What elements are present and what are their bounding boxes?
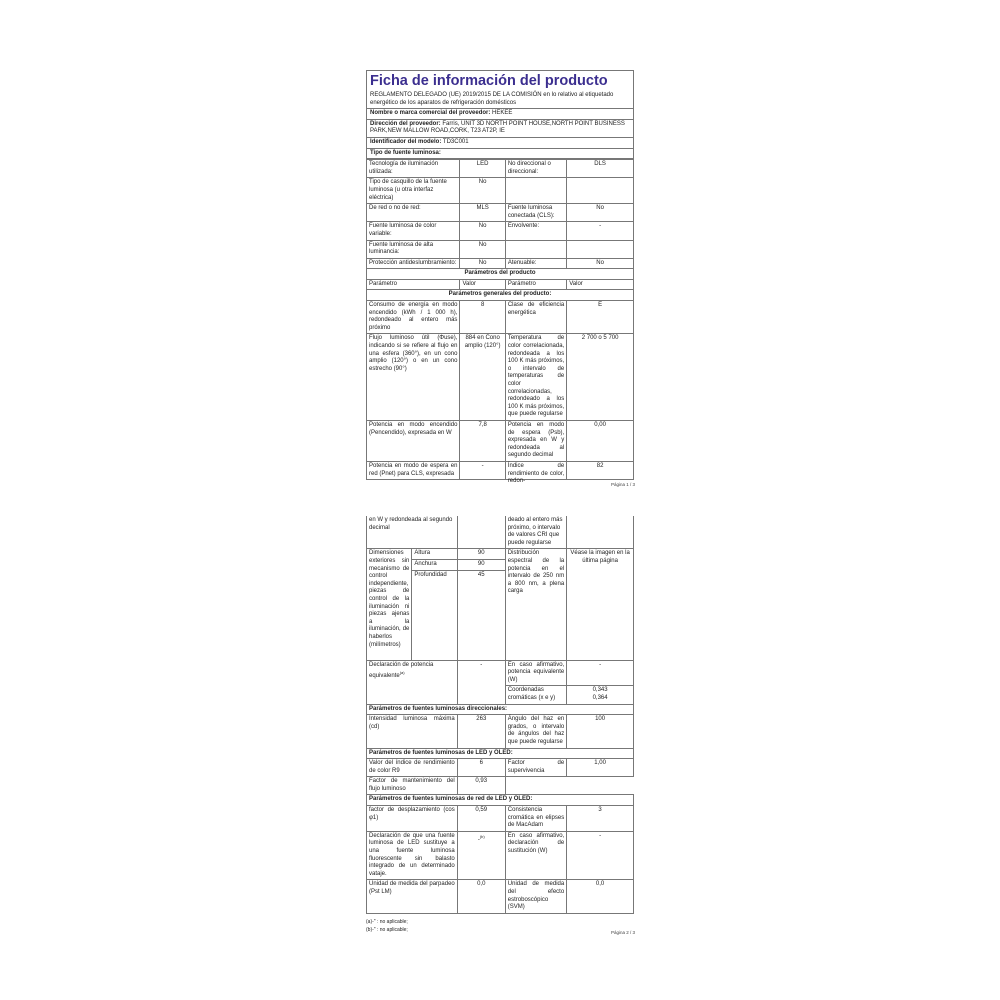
page-number-2: Página 2 / 3 — [611, 930, 636, 935]
supplier-address-label: Dirección del proveedor: — [370, 120, 441, 127]
row-label — [505, 178, 566, 204]
dimensions-label: Dimensiones exteriores sin mecanismo de control independiente, piezas de control de la iluminación ni piezas ajenas a la iluminación, de haberlos (milímetros) — [367, 549, 412, 660]
section-heading-row — [367, 795, 634, 806]
regulation-text: REGLAMENTO DELEGADO (UE) 2019/2015 DE LA COMISIÓN en lo relativo al etiquetado energético de los aparatos de refrigeración domésticos — [370, 92, 614, 106]
row-value: 0,93 — [457, 777, 505, 795]
row-label: Unidad de medida del efecto estroboscópico (SVM) — [505, 880, 566, 913]
dimension-value: 90 — [457, 559, 505, 570]
row-value — [457, 516, 505, 549]
row-label: En caso afirmativo, declaración de sustitución (W) — [505, 831, 566, 880]
table-row — [367, 715, 634, 748]
footnote-b: (b)-" : no aplicable; — [366, 926, 408, 933]
row-value: 6 — [457, 759, 505, 777]
dimension-value: 45 — [457, 570, 505, 660]
light-source-type-heading: Tipo de fuente luminosa: — [367, 148, 633, 159]
table-row — [367, 420, 634, 461]
row-value: No — [460, 258, 505, 269]
row-value: LED — [460, 160, 505, 178]
row-label: Intensidad luminosa máxima (cd) — [367, 715, 458, 748]
row-label: Valor del índice de rendimiento de color R9 — [367, 759, 458, 777]
table-row — [367, 178, 634, 204]
row-value — [567, 178, 634, 204]
dimension-row — [367, 549, 634, 560]
column-header: Parámetro — [367, 279, 460, 290]
row-label: Temperatura de color correlacionada, redondeada a los 100 K más próximos, o intervalo de temperaturas de color correlacionadas, redondeado a los 100 K más próximos, que puede regularse — [505, 334, 566, 421]
row-value: - — [567, 831, 634, 880]
supplier-name-label: Nombre o marca comercial del proveedor: — [370, 110, 491, 117]
row-label: Fuente luminosa de color variable: — [367, 222, 460, 240]
row-value: - — [457, 660, 505, 704]
led-heading: Parámetros de fuentes luminosas de LED y OLED: — [367, 748, 634, 759]
row-value: 0,00 — [567, 420, 634, 461]
supplier-address-value: Farris, UNIT 3D NORTH POINT HOUSE,NORTH POINT BUSINESS PARK,NEW MALLOW ROAD,CORK, T23 AT2P, IE — [370, 120, 625, 135]
row-label: Clase de eficiencia energética — [505, 301, 566, 334]
row-value: 82 — [567, 461, 634, 479]
row-value: 0,0 — [457, 880, 505, 913]
row-value: 3 — [567, 806, 634, 832]
table-row — [367, 204, 634, 222]
spectral-label: Distribución espectral de la potencia en el intervalo de 250 nm a 800 nm, a plena carga — [505, 549, 566, 660]
row-label: Índice de rendimiento de color, redon- — [505, 461, 566, 479]
table-row — [367, 777, 634, 795]
section-heading-row — [367, 704, 634, 715]
column-header: Valor — [567, 279, 634, 290]
row-value: No — [460, 222, 505, 240]
dimension-name: Profundidad — [412, 570, 457, 660]
general-params-heading: Parámetros generales del producto: — [367, 290, 634, 301]
page-title: Ficha de información del producto — [370, 73, 608, 89]
table-row — [367, 759, 634, 777]
row-value: 0,343 0,364 — [567, 686, 634, 704]
page-1-frame — [366, 70, 634, 159]
row-label — [505, 240, 566, 258]
table-row — [367, 301, 634, 334]
row-value: 7,8 — [460, 420, 505, 461]
row-value — [567, 240, 634, 258]
row-value: 2 700 o 5 700 — [567, 334, 634, 421]
row-value: 8 — [460, 301, 505, 334]
row-label: Potencia en modo encendido (Pencendido), expresada en W — [367, 420, 460, 461]
row-value: -$^{(b)}$ — [457, 831, 505, 880]
row-value: 100 — [567, 715, 634, 748]
table-row — [367, 334, 634, 421]
supplier-name-row — [367, 108, 633, 119]
row-label: Tecnología de iluminación utilizada: — [367, 160, 460, 178]
empty-cell — [505, 777, 566, 795]
column-header: Parámetro — [505, 279, 566, 290]
row-label: De red o no de red: — [367, 204, 460, 222]
model-row — [367, 137, 633, 148]
row-label: No direccional o direccional: — [505, 160, 566, 178]
row-label: En caso afirmativo, potencia equivalente (W) — [505, 660, 566, 686]
table-row — [367, 806, 634, 832]
product-params-heading: Parámetros del producto — [367, 269, 634, 280]
row-value: No — [567, 258, 634, 269]
table-row — [367, 880, 634, 913]
section-heading-row — [367, 290, 634, 301]
row-label: Consistencia cromática en elipses de MacAdam — [505, 806, 566, 832]
section-heading-row — [367, 748, 634, 759]
row-label: Declaración de potencia equivalente$^{(a)}$ — [367, 660, 458, 704]
table-row — [367, 258, 634, 269]
empty-cell — [567, 777, 634, 795]
footnotes — [366, 918, 634, 934]
row-value: E — [567, 301, 634, 334]
row-label: Unidad de medida del parpadeo (Pst LM) — [367, 880, 458, 913]
section-heading-row — [367, 269, 634, 280]
row-value: 263 — [457, 715, 505, 748]
table-row — [367, 516, 634, 549]
row-label: Declaración de que una fuente luminosa de LED sustituye a una fuente luminosa fluorescente sin balasto integrado de un determinado vataje. — [367, 831, 458, 880]
row-label: Factor de mantenimiento del flujo luminoso — [367, 777, 458, 795]
page-number-1: Página 1 / 3 — [611, 482, 636, 487]
row-label: factor de desplazamiento (cos φ1) — [367, 806, 458, 832]
row-label: deado al entero más próximo, o intervalo de valores CRI que puede regularse — [505, 516, 566, 549]
row-label: Envolvente: — [505, 222, 566, 240]
row-label: Fuente luminosa conectada (CLS): — [505, 204, 566, 222]
row-label: Protección antideslumbramiento: — [367, 258, 460, 269]
row-label: Potencia en modo de espera (Psb), expresada en W y redondeada al segundo decimal — [505, 420, 566, 461]
row-label: Consumo de energía en modo encendido (kWh / 1 000 h), redondeado al entero más próximo — [367, 301, 460, 334]
row-label: Coordenadas cromáticas (x e y) — [505, 686, 566, 704]
param-header-row — [367, 279, 634, 290]
dimension-name: Altura — [412, 549, 457, 560]
row-value: MLS — [460, 204, 505, 222]
column-header: Valor — [460, 279, 505, 290]
row-label: Atenuable: — [505, 258, 566, 269]
table-row — [367, 831, 634, 880]
table-row — [367, 160, 634, 178]
row-label: en W y redondeada al segundo decimal — [367, 516, 458, 549]
row-value: - — [567, 222, 634, 240]
row-label: Potencia en modo de espera en red (Pnet) para CLS, expresada — [367, 461, 460, 479]
row-label: Tipo de casquillo de la fuente luminosa (u otra interfaz eléctrica) — [367, 178, 460, 204]
row-value: No — [460, 178, 505, 204]
dimension-value: 90 — [457, 549, 505, 560]
model-label: Identificador del modelo: — [370, 138, 442, 145]
row-value: DLS — [567, 160, 634, 178]
parameters-table-continued — [366, 516, 634, 914]
footnote-a: (a)-" : no aplicable; — [366, 918, 408, 925]
row-value: No — [567, 204, 634, 222]
table-row — [367, 660, 634, 686]
row-label: Factor de supervivencia — [505, 759, 566, 777]
table-row — [367, 461, 634, 479]
row-value: 0,59 — [457, 806, 505, 832]
spectral-value: Véase la imagen en la última página — [567, 549, 634, 660]
model-value: TD3C001 — [442, 138, 469, 145]
row-value — [567, 516, 634, 549]
row-label: Fuente luminosa de alta luminancia: — [367, 240, 460, 258]
page-2 — [366, 516, 634, 934]
row-label: Flujo luminoso útil (Φuse), indicando si se refiere al flujo en una esfera (360°), en un cono amplio (120°) o en un cono estrecho (90°) — [367, 334, 460, 421]
mains-led-heading: Parámetros de fuentes luminosas de red de LED y OLED: — [367, 795, 634, 806]
row-label: Ángulo del haz en grados, o intervalo de ángulos del haz que puede regularse — [505, 715, 566, 748]
row-value: - — [567, 660, 634, 686]
table-row — [367, 240, 634, 258]
dimension-name: Anchura — [412, 559, 457, 570]
row-value: 1,00 — [567, 759, 634, 777]
supplier-name-value: HEKEE — [492, 110, 513, 117]
supplier-address-row — [367, 119, 633, 137]
row-value: - — [460, 461, 505, 479]
directional-heading: Parámetros de fuentes luminosas direccionales: — [367, 704, 634, 715]
row-value: No — [460, 240, 505, 258]
table-row — [367, 222, 634, 240]
row-value: 0,0 — [567, 880, 634, 913]
row-value: 884 en Cono amplio (120°) — [460, 334, 505, 421]
